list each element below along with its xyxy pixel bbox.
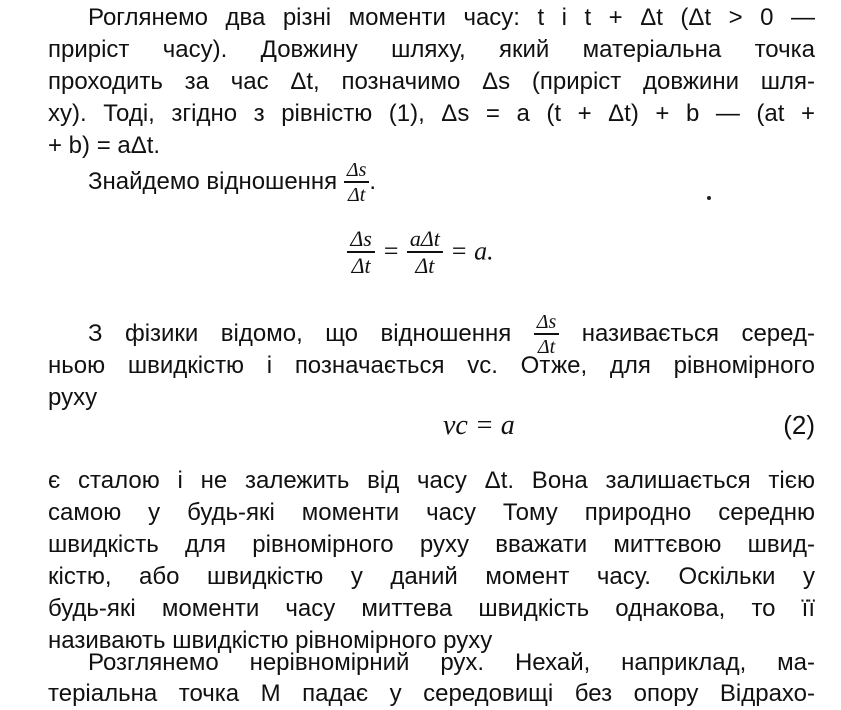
eq1-left-numerator: Δs bbox=[347, 228, 374, 253]
p1-line-3: проходить за час Δt, позначимо Δs (приріст довжини шля- bbox=[48, 68, 815, 95]
eq1-fraction-right bbox=[407, 228, 443, 277]
p2-line-2: ньою швидкістю і позначається vс. Отже, для рівномірного bbox=[48, 352, 815, 379]
p3-line-6: називають швидкістю рівномірного руху bbox=[48, 627, 493, 654]
p2-line-1-text-a: З фізики відомо, що відношення bbox=[88, 319, 512, 347]
equation-2-number: (2) bbox=[783, 410, 815, 440]
eq1-right-denominator: Δt bbox=[415, 253, 435, 278]
p1-line-5: + b) = aΔt. bbox=[48, 132, 161, 159]
ratio-fraction-numerator: Δs bbox=[344, 160, 370, 183]
p1-line-4: ху). Тоді, згідно з рівністю (1), Δs = a (t + Δt) + b — (at + bbox=[48, 100, 815, 127]
eq1-left-denominator: Δt bbox=[351, 253, 371, 278]
eq1-equals: = bbox=[382, 236, 400, 266]
ratio-line-text: Знайдемо відношення bbox=[88, 167, 338, 195]
p2-fraction-numerator: Δs bbox=[534, 312, 560, 335]
p1-line-1: Роглянемо два різні моменти часу: t і t + Δt (Δt > 0 — bbox=[88, 4, 815, 31]
p2-line-1-text-b: називається серед- bbox=[581, 319, 815, 347]
p2-fraction-denominator: Δt bbox=[537, 336, 556, 358]
ratio-fraction-denominator: Δt bbox=[347, 184, 366, 206]
eq1-rhs: = a. bbox=[450, 236, 494, 266]
ratio-fraction bbox=[344, 160, 370, 205]
display-equation-1 bbox=[0, 228, 841, 277]
equation-2 bbox=[48, 410, 815, 450]
eq1-fraction-left bbox=[347, 228, 374, 277]
p4-line-2: теріальна точка M падає у середовищі без опору Відрахо- bbox=[48, 680, 815, 707]
p3-line-2: самою у будь-які моменти часу Тому природно середню bbox=[48, 499, 815, 526]
speck-mark bbox=[707, 196, 711, 200]
p4-line-1: Розглянемо нерівномірний рух. Нехай, наприклад, ма- bbox=[88, 649, 815, 676]
eq1-right-numerator: aΔt bbox=[407, 228, 443, 253]
p2-line-3: руху bbox=[48, 384, 98, 411]
ratio-line-period: . bbox=[369, 167, 377, 195]
p1-line-2: приріст часу). Довжину шляху, який матеріальна точка bbox=[48, 36, 815, 63]
ratio-line bbox=[88, 160, 815, 205]
equation-2-body: vс = a bbox=[443, 410, 515, 441]
p3-line-4: кістю, або швидкістю у даний момент часу. Оскільки у bbox=[48, 563, 815, 590]
p3-line-3: швидкість для рівномірного руху вважати миттєвою швид- bbox=[48, 531, 815, 558]
p3-line-1: є сталою і не залежить від часу Δt. Вона залишається тією bbox=[48, 467, 815, 494]
p3-line-5: будь-які моменти часу миттева швидкість однакова, то її bbox=[48, 595, 815, 622]
